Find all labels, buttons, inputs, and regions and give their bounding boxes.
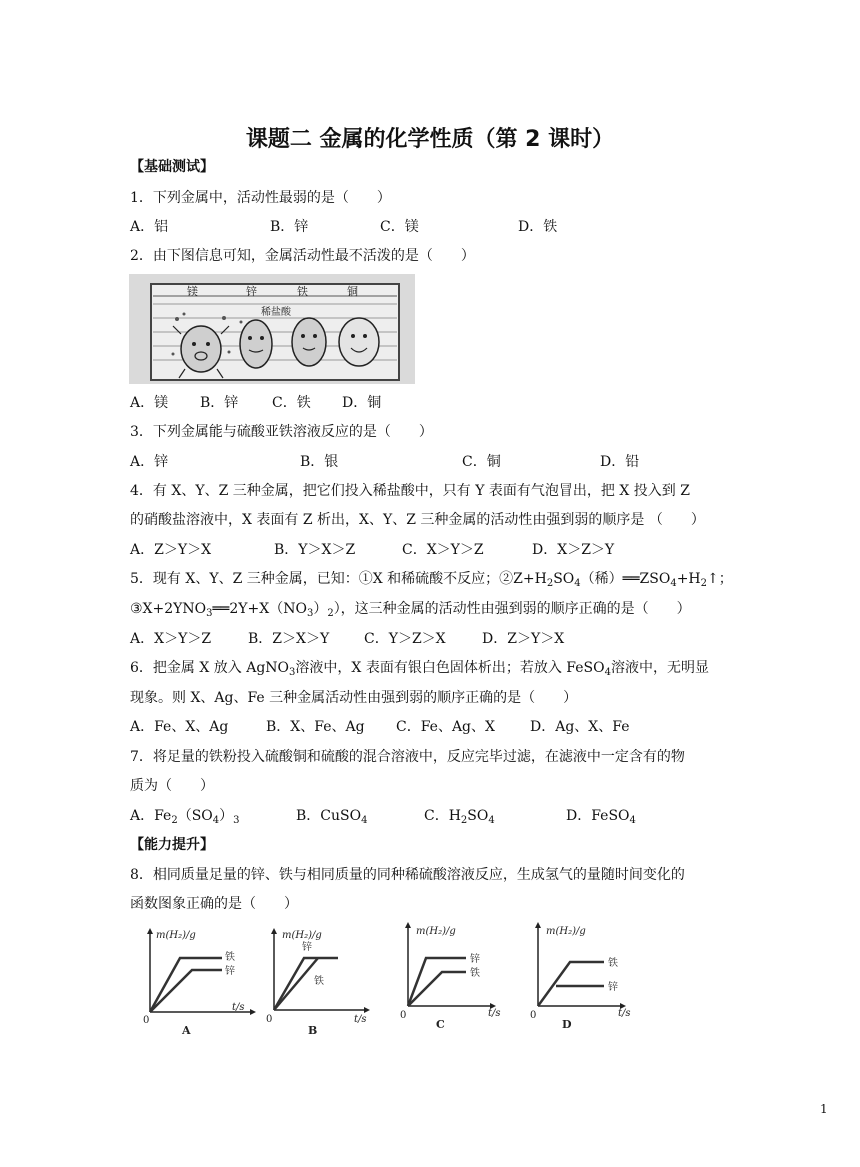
q5-option-d: D．Z＞Y＞X — [482, 631, 565, 647]
svg-text:m(H₂)/g: m(H₂)/g — [282, 930, 322, 941]
q3-option-c: C．铜 — [462, 454, 501, 470]
q2-stem: 2．由下图信息可知，金属活动性最不活泼的是（ ） — [130, 248, 475, 264]
q1-option-c: C．镁 — [380, 219, 419, 235]
q4-stem-line2: 的硝酸盐溶液中，X 表面有 Z 析出，X、Y、Z 三种金属的活动性由强到弱的顺序是 （ ） — [130, 512, 705, 528]
q6-option-c: C．Fe、Ag、X — [396, 719, 495, 735]
beaker-label-cu: 铜 — [347, 285, 358, 298]
q5-option-c: C．Y＞Z＞X — [364, 631, 446, 647]
svg-text:0: 0 — [530, 1010, 537, 1021]
q7-option-c: C．$H_2SO_4$ — [424, 808, 495, 826]
q8-graph-a — [128, 924, 258, 1036]
q1-option-a: A．铝 — [130, 219, 169, 235]
q2-beaker-illustration — [129, 274, 415, 384]
q5-stem-line2: $③X+2YNO_3══2Y+X(NO_3)_2$），这三种金属的活动性由强到弱的顺序正确的是（ ） — [130, 601, 691, 619]
q7-stem-line1: 7．将足量的铁粉投入硫酸铜和硫酸的混合溶液中，反应完毕过滤，在滤液中一定含有的物 — [130, 749, 685, 765]
q7-option-a: A．$Fe_2(SO_4)_3$ — [130, 808, 240, 826]
q3-option-d: D．铅 — [600, 454, 640, 470]
q6-stem-line2: 现象。则 X、Ag、Fe 三种金属活动性由强到弱的顺序正确的是（ ） — [130, 690, 578, 706]
svg-text:m(H₂)/g: m(H₂)/g — [156, 930, 196, 941]
q6-option-b: B．X、Fe、Ag — [266, 719, 365, 735]
svg-text:0: 0 — [143, 1015, 150, 1026]
svg-text:0: 0 — [266, 1014, 273, 1025]
q8-graph-c — [392, 920, 522, 1032]
q4-option-c: C．X＞Y＞Z — [402, 542, 484, 558]
q2-option-c: C．铁 — [272, 395, 311, 411]
q7-option-b: B．CuSO$_4$ — [296, 808, 368, 826]
svg-text:0: 0 — [400, 1010, 407, 1021]
beaker-label-mg: 镁 — [187, 285, 198, 298]
q5-stem-line1: 5．现有 X、Y、Z 三种金属，已知：①X 和稀硫酸不反应；$②Z+H_2SO_4$（稀）$══ZSO_4+H_2↑$； — [130, 571, 733, 589]
svg-text:锌: 锌 — [302, 942, 312, 953]
q1-option-d: D．铁 — [518, 219, 558, 235]
q4-option-d: D．X＞Z＞Y — [532, 542, 615, 558]
q3-option-b: B．银 — [300, 454, 339, 470]
svg-text:t/s: t/s — [232, 1002, 245, 1013]
beaker-label-zn: 锌 — [246, 285, 257, 298]
q8-stem-line2: 函数图象正确的是（ ） — [130, 896, 298, 912]
q5-option-b: B．Z＞X＞Y — [248, 631, 330, 647]
svg-text:m(H₂)/g: m(H₂)/g — [416, 926, 456, 937]
svg-text:C: C — [436, 1018, 445, 1031]
q8-graph-d — [522, 920, 642, 1032]
svg-text:锌: 锌 — [225, 966, 235, 977]
svg-text:t/s: t/s — [354, 1014, 367, 1025]
q7-stem-line2: 质为（ ） — [130, 778, 214, 794]
section-basic-test: 【基础测试】 — [130, 159, 214, 175]
svg-text:铁: 铁 — [608, 958, 618, 969]
q3-stem: 3．下列金属能与硫酸亚铁溶液反应的是（ ） — [130, 424, 433, 440]
q2-option-d: D．铜 — [342, 395, 382, 411]
page-number: 1 — [820, 1102, 828, 1116]
svg-text:铁: 铁 — [314, 976, 324, 987]
q3-option-a: A．锌 — [130, 454, 169, 470]
q6-stem-line1: 6．把金属 X 放入 AgNO$_3$溶液中，X 表面有银白色固体析出；若放入 FeSO$_4$溶液中，无明显 — [130, 660, 709, 678]
svg-text:t/s: t/s — [618, 1008, 631, 1019]
svg-text:A: A — [182, 1024, 191, 1036]
svg-text:铁: 铁 — [470, 968, 480, 979]
q8-stem-line1: 8．相同质量足量的锌、铁与相同质量的同种稀硫酸溶液反应，生成氢气的量随时间变化的 — [130, 867, 685, 883]
page-title: 课题二 金属的化学性质（第 2 课时） — [245, 127, 615, 152]
q4-stem-line1: 4．有 X、Y、Z 三种金属，把它们投入稀盐酸中，只有 Y 表面有气泡冒出，把 X 投入到 Z — [130, 483, 690, 499]
q2-option-b: B．锌 — [200, 395, 239, 411]
svg-text:B: B — [308, 1024, 318, 1036]
q6-option-d: D．Ag、X、Fe — [530, 719, 630, 735]
beaker-label-acid: 稀盐酸 — [261, 307, 291, 318]
q4-option-a: A．Z＞Y＞X — [130, 542, 212, 558]
q1-option-b: B．锌 — [270, 219, 309, 235]
q8-graph-b — [258, 924, 388, 1036]
svg-text:锌: 锌 — [470, 954, 480, 965]
beaker-label-fe: 铁 — [297, 285, 308, 298]
q7-option-d: D．FeSO$_4$ — [566, 808, 636, 826]
q1-stem: 1．下列金属中，活动性最弱的是（ ） — [130, 190, 391, 206]
svg-text:t/s: t/s — [488, 1008, 501, 1019]
q6-option-a: A．Fe、X、Ag — [130, 719, 229, 735]
svg-text:D: D — [562, 1018, 572, 1031]
q5-option-a: A．X＞Y＞Z — [130, 631, 212, 647]
section-ability-up: 【能力提升】 — [130, 837, 214, 853]
svg-text:铁: 铁 — [225, 952, 235, 963]
svg-text:m(H₂)/g: m(H₂)/g — [546, 926, 586, 937]
q2-option-a: A．镁 — [130, 395, 169, 411]
svg-text:锌: 锌 — [608, 982, 618, 993]
q4-option-b: B．Y＞X＞Z — [274, 542, 356, 558]
